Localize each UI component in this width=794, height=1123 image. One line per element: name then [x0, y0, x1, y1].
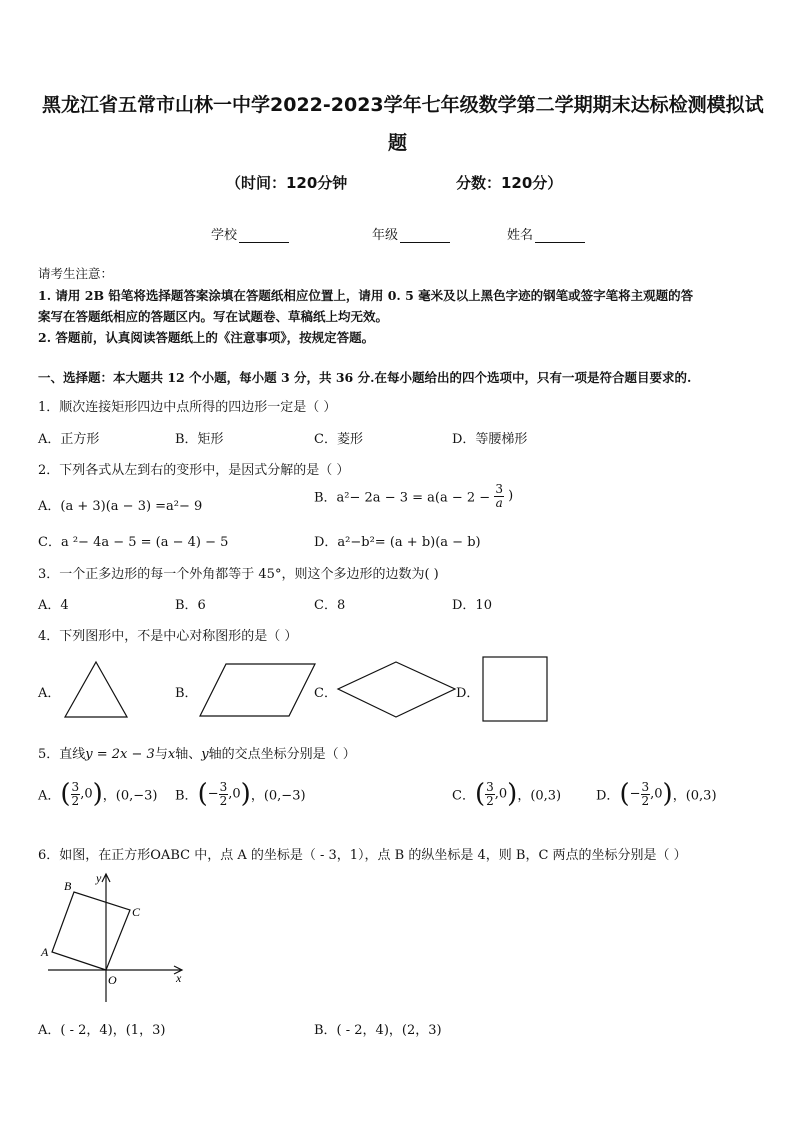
q5-d-label: D． — [596, 788, 620, 804]
q2-option-b-fraction — [494, 483, 504, 509]
q2-stem: 2．下列各式从左到右的变形中，是因式分解的是（ ） — [38, 463, 350, 478]
q1-option-b: B．矩形 — [175, 432, 224, 447]
q6-option-b: B．( - 2，4)，(2，3) — [314, 1023, 442, 1038]
q5-option-b — [175, 779, 306, 810]
name-blank — [535, 230, 585, 243]
school-blank — [239, 230, 289, 243]
grade-blank — [400, 230, 450, 243]
q5-d-fraction — [641, 781, 651, 807]
q5-stem-mid2: 轴、 — [175, 747, 202, 762]
q5-d-paren: ( — [619, 779, 630, 810]
notice-item1-line2: 案写在答题纸相应的答题区内。写在试题卷、草稿纸上均无效。 — [38, 309, 389, 324]
q5-a-label: A． — [38, 788, 61, 804]
q5-b-num: 3 — [219, 780, 228, 794]
q3-option-a: A．4 — [38, 598, 69, 613]
q5-a-zero: ,0 — [80, 786, 93, 802]
q5-c-num: 3 — [486, 780, 494, 794]
q2-b-numerator: 3 — [495, 482, 503, 496]
q5-d-neg: − — [629, 786, 641, 802]
q4-parallelogram-figure — [198, 662, 318, 718]
q3-option-d: D．10 — [452, 598, 492, 613]
notice-heading: 请考生注意： — [38, 266, 114, 281]
q2-option-b-pre: B．a²− 2a − 3 = a(a − 2 − — [314, 490, 491, 506]
q2-option-b-post: ) — [508, 488, 514, 504]
q1-option-d: D．等腰梯形 — [452, 432, 528, 447]
q1-stem: 1．顺次连接矩形四边中点所得的四边形一定是（ ） — [38, 400, 337, 415]
q5-d-num: 3 — [641, 780, 650, 794]
q6-label-a: A — [41, 945, 49, 959]
q5-c-fraction — [485, 781, 495, 807]
q5-c-label: C． — [452, 788, 475, 804]
q6-label-o: O — [108, 973, 117, 987]
q5-a-paren-close: ) — [92, 779, 103, 810]
q6-stem: 6．如图，在正方形OABC 中，点 A 的坐标是（ - 3，1），点 B 的纵坐标是 4，则 B，C 两点的坐标分别是（ ） — [38, 848, 687, 863]
q5-c-second: ，(0,3) — [517, 788, 562, 804]
q5-stem-pre: 5．直线 — [38, 747, 86, 762]
q2-option-b — [314, 483, 513, 509]
q5-c-den: 2 — [486, 793, 494, 808]
q4-square-figure — [481, 655, 549, 723]
q5-b-label: B． — [175, 788, 198, 804]
q4-option-d: D． — [456, 686, 480, 701]
q5-b-den: 2 — [219, 793, 228, 808]
section-heading: 一、选择题：本大题共 12 个小题，每小题 3 分，共 36 分.在每小题给出的四个选项中，只有一项是符合题目要求的. — [38, 370, 692, 385]
page-title-line1: 黑龙江省五常市山林一中学2022-2023学年七年级数学第二学期期末达标检测模拟试 — [42, 94, 764, 116]
q2-option-d: D．a²−b²= (a + b)(a − b) — [314, 535, 481, 550]
q5-option-a — [38, 779, 158, 810]
q5-b-zero: ,0 — [228, 786, 241, 802]
grade-field — [372, 224, 450, 243]
q5-a-second: ，(0,−3) — [102, 788, 158, 804]
q2-option-a: A．(a + 3)(a − 3) =a²− 9 — [38, 499, 203, 514]
q5-a-paren: ( — [60, 779, 71, 810]
q5-a-fraction — [71, 781, 81, 807]
q6-label-b: B — [64, 879, 72, 893]
q5-a-den: 2 — [71, 793, 80, 808]
q5-y-var: y — [201, 747, 209, 762]
q3-option-c: C．8 — [314, 598, 346, 613]
school-label: 学校 — [211, 228, 238, 243]
q5-stem-mid: 与 — [154, 747, 168, 762]
q6-square-diagram — [36, 866, 192, 1006]
q5-b-fraction — [219, 781, 229, 807]
page-title-line2: 题 — [388, 132, 408, 154]
q4-stem: 4．下列图形中，不是中心对称图形的是（ ） — [38, 629, 298, 644]
q5-option-c — [452, 779, 562, 810]
q5-c-paren-close: ) — [507, 779, 518, 810]
q4-option-c: C． — [314, 686, 337, 701]
notice-item2: 2. 答题前，认真阅读答题纸上的《注意事项》，按规定答题。 — [38, 330, 375, 345]
q1-option-a: A．正方形 — [38, 432, 100, 447]
q6-label-c: C — [132, 905, 141, 919]
q5-a-num: 3 — [71, 780, 80, 794]
q6-label-x: x — [176, 971, 182, 985]
q5-d-paren-close: ) — [662, 779, 673, 810]
q5-b-second: ，(0,−3) — [250, 788, 306, 804]
q6-option-a: A．( - 2，4)，(1，3) — [38, 1023, 166, 1038]
q5-b-paren-close: ) — [240, 779, 251, 810]
q5-c-paren: ( — [474, 779, 486, 810]
q5-d-den: 2 — [641, 793, 650, 808]
q2-b-denominator: a — [495, 495, 503, 510]
q4-option-b: B． — [175, 686, 198, 701]
q5-x-var: x — [167, 747, 176, 762]
q5-b-paren: ( — [197, 779, 208, 810]
exam-score: 分数：120分） — [456, 174, 563, 192]
q5-option-d — [596, 779, 717, 810]
q5-d-second: ，(0,3) — [672, 788, 717, 804]
q5-d-zero: ,0 — [650, 786, 663, 802]
q5-stem-post: 轴的交点坐标分别是（ ） — [208, 747, 356, 762]
name-field — [507, 224, 585, 243]
q5-stem — [38, 743, 356, 762]
exam-time: （时间：120分钟 — [226, 174, 348, 192]
q4-triangle-figure — [62, 660, 130, 720]
q3-stem: 3．一个正多边形的每一个外角都等于 45°，则这个多边形的边数为( ) — [38, 567, 439, 582]
q6-square-oabc — [52, 892, 130, 970]
q4-rhombus-figure — [336, 660, 458, 720]
q3-option-b: B．6 — [175, 598, 206, 613]
q6-label-y: y — [96, 871, 102, 885]
school-field — [211, 224, 289, 243]
q5-b-neg: − — [207, 786, 219, 802]
q5-equation: y = 2x − 3 — [85, 747, 155, 762]
q5-c-zero: ,0 — [494, 786, 508, 802]
q1-option-c: C．菱形 — [314, 432, 363, 447]
notice-item1-line1: 1. 请用 2B 铅笔将选择题答案涂填在答题纸相应位置上，请用 0. 5 毫米及以上黑色字迹的钢笔或签字笔将主观题的答 — [38, 288, 694, 303]
q2-option-c: C．a ²− 4a − 5 = (a − 4) − 5 — [38, 535, 229, 550]
q4-option-a: A． — [38, 686, 61, 701]
grade-label: 年级 — [372, 228, 399, 243]
name-label: 姓名 — [507, 228, 534, 243]
